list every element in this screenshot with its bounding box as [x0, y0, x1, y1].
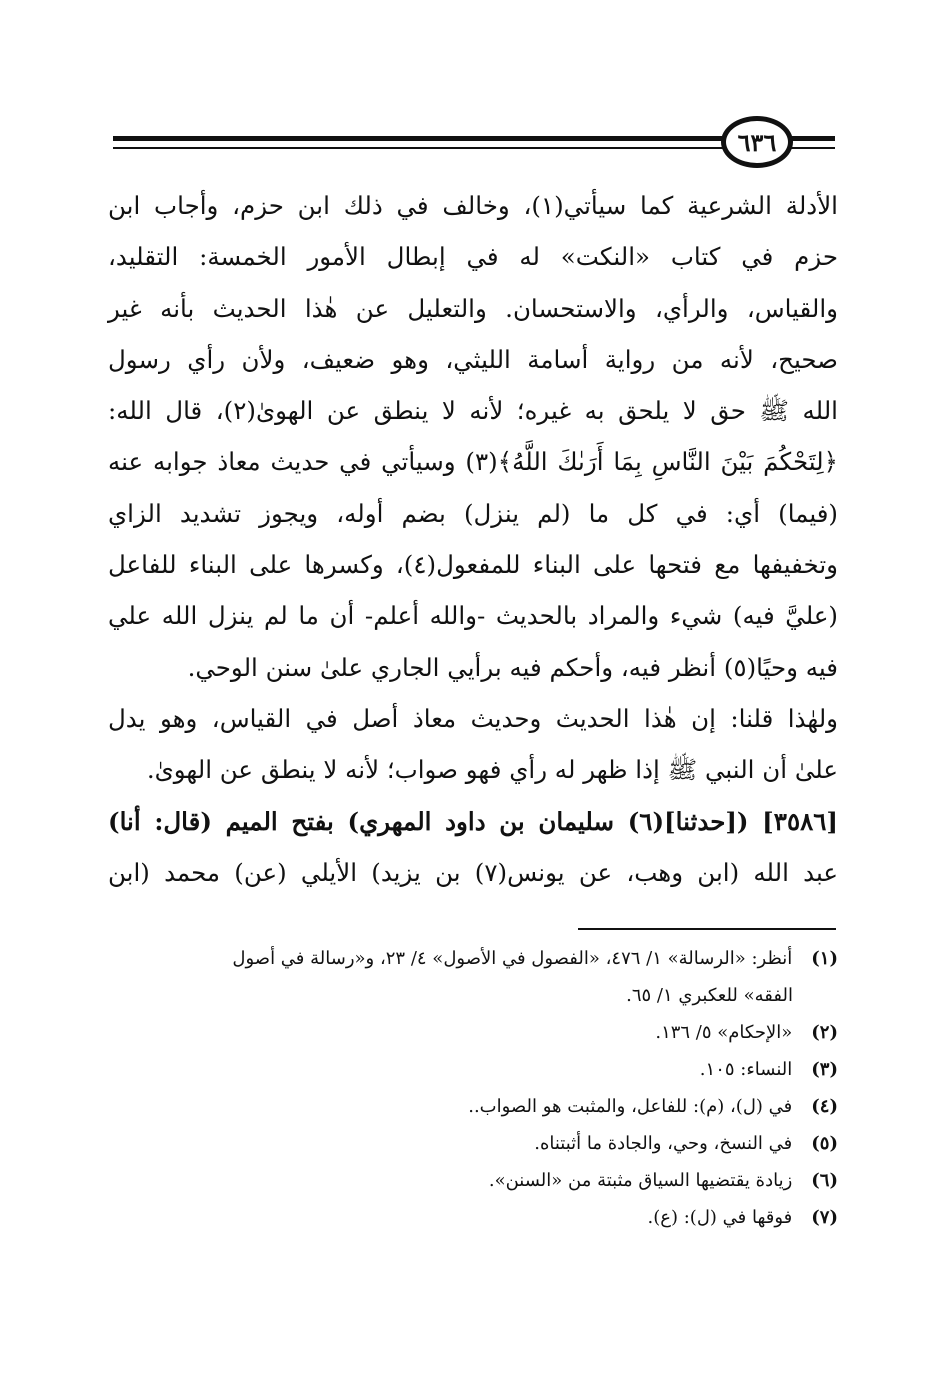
footnote-text: زيادة يقتضيها السياق مثبتة من «السنن». — [488, 1170, 793, 1191]
footnote-continuation — [108, 977, 838, 1014]
footnote-text: فوقها في (ل): (ع). — [647, 1207, 793, 1228]
text-line: الأدلة الشرعية كما سيأتي(١)، وخالف في ذلك ابن حزم، وأجاب ابن — [108, 191, 838, 220]
text-line: (فيما) أي: في كل ما (لم ينزل) بضم أوله، ويجوز تشديد الزاي — [108, 498, 838, 528]
footnote-text: الفقه» للعكبري ١/ ٦٥. — [626, 985, 793, 1006]
text-line: ﴿لِتَحْكُمَ بَيْنَ النَّاسِ بِمَا أَرَىٰكَ اللَّهُ﴾(٣) وسيأتي في حديث معاذ جوابه عنه — [108, 447, 838, 477]
footnote-number: (٤) — [811, 1096, 838, 1117]
page-number: ٦٣٦ — [721, 116, 793, 168]
text-line: حزم في كتاب «النكت» له في إبطال الأمور الخمسة: التقليد، — [108, 242, 838, 272]
text-line: ولهٰذا قلنا: إن هٰذا الحديث وحديث معاذ أصل في القياس، وهو يدل — [108, 703, 838, 733]
main-text — [108, 180, 838, 898]
footnote-number: (٧) — [811, 1207, 838, 1228]
footnote-separator — [578, 928, 836, 930]
text-line: فيه وحيًا(٥) أنظر فيه، وأحكم فيه برأيي الجاري علىٰ سنن الوحي. — [187, 652, 838, 682]
footnote-text: في (ل)، (م): للفاعل، والمثبت هو الصواب.. — [468, 1096, 793, 1117]
footnote-number: (٢) — [811, 1022, 838, 1043]
text-line: والقياس، والرأي، والاستحسان. والتعليل عن هٰذا الحديث بأنه غير — [108, 293, 838, 323]
text-line: الله ﷺ حق لا يلحق به غيره؛ لأنه لا ينطق عن الهوىٰ(٢)، قال الله: — [108, 396, 838, 426]
footnote — [108, 1088, 838, 1125]
footnote-text: «الإحكام» ٥/ ١٣٦. — [655, 1022, 793, 1043]
footnote-text: أنظر: «الرسالة» ١/ ٤٧٦، «الفصول في الأصول» ٤/ ٢٣، و«رسالة في أصول — [232, 948, 793, 969]
footnote — [108, 1162, 838, 1199]
hadith-heading-line: [٣٥٨٦] ([حدثنا](٦) سليمان بن داود المهري) بفتح الميم (قال: أنا) — [108, 806, 839, 836]
text-line: (عليَّ فيه) شيء والمراد بالحديث -والله أعلم- أن ما لم ينزل الله علي — [108, 601, 838, 631]
footnote-number: (٥) — [811, 1133, 838, 1154]
text-line: عبد الله (ابن وهب، عن يونس(٧) بن يزيد) الأيلي (عن) محمد (ابن — [108, 857, 838, 887]
footnote — [108, 940, 838, 977]
footnote-text: في النسخ، وحي، والجادة ما أثبتناه. — [534, 1133, 793, 1154]
footnote — [108, 1051, 838, 1088]
footnote-number: (٣) — [811, 1059, 838, 1080]
footnote — [108, 1014, 838, 1051]
footnote-text: النساء: ١٠٥. — [699, 1059, 793, 1080]
footnote-number: (١) — [811, 948, 838, 969]
footnote — [108, 1125, 838, 1162]
footnotes — [108, 940, 838, 1236]
text-line: صحيح، لأنه من رواية أسامة الليثي، وهو ضعيف، ولأن رأي رسول — [108, 344, 838, 374]
footnote — [108, 1199, 838, 1236]
text-line: وتخفيفها مع فتحها على البناء للمفعول(٤)، وكسرها على البناء للفاعل — [108, 550, 838, 580]
footnote-number: (٦) — [811, 1170, 838, 1191]
text-line: علىٰ أن النبي ﷺ إذا ظهر له رأي فهو صواب؛ لأنه لا ينطق عن الهوىٰ. — [146, 755, 838, 785]
